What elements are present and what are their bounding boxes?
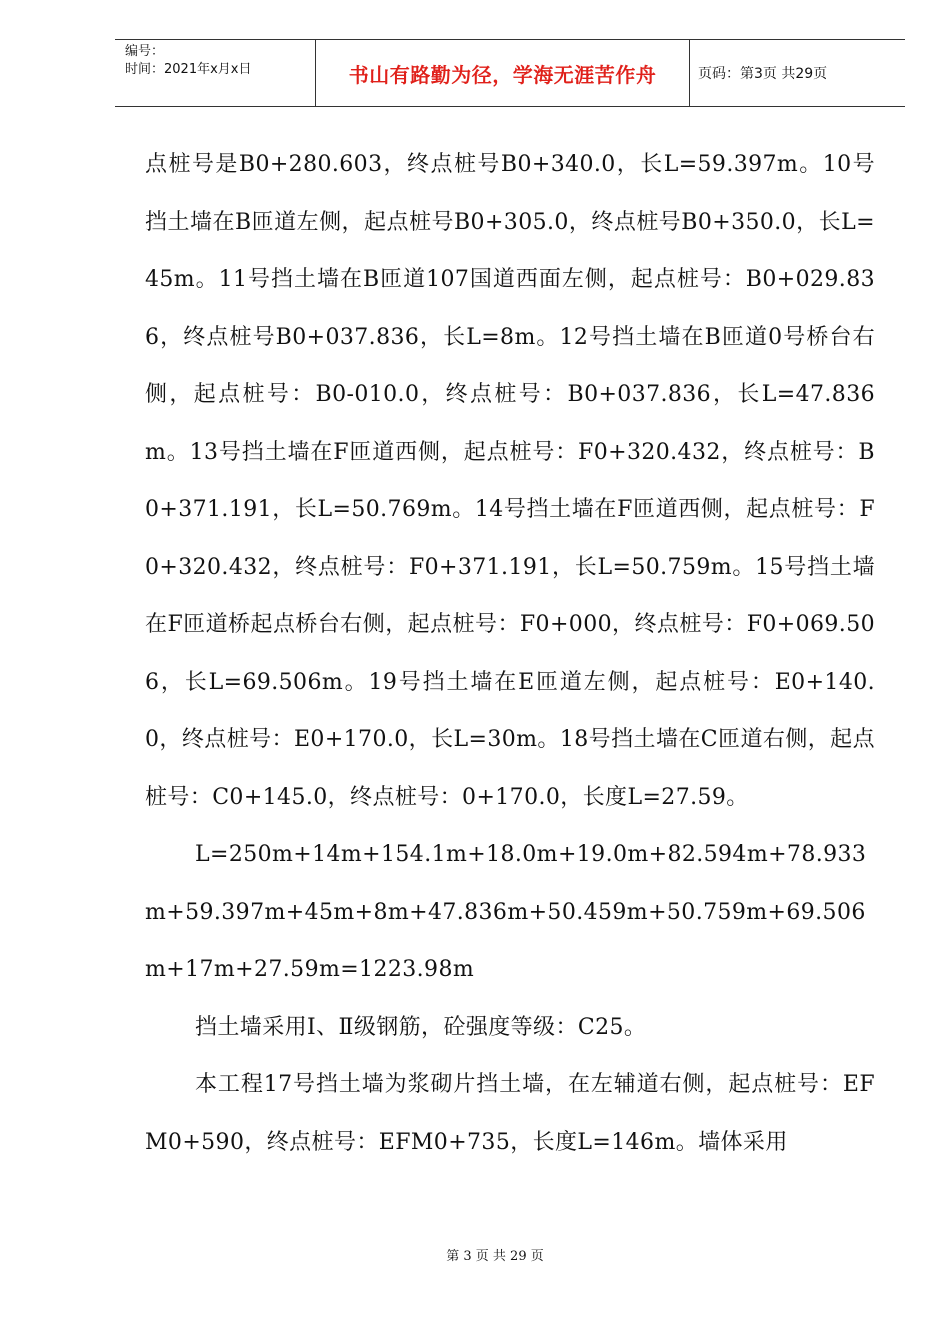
document-body <box>145 136 875 1171</box>
body-paragraph: 挡土墙采用Ⅰ、Ⅱ级钢筋，砼强度等级：C25。 <box>195 1014 647 1040</box>
time-label: 时间：2021年x月x日 <box>125 62 252 77</box>
body-paragraph: 本工程17号挡土墙为浆砌片挡土墙，在左辅道右侧，起点桩号：EFM0+590，终点桩号：EFM0+735，长度L=146m。墙体采用 <box>145 1072 875 1155</box>
header-motto: 书山有路勤为径，学海无涯苦作舟 <box>316 40 690 106</box>
length-formula-paragraph: L=250m+14m+154.1m+18.0m+19.0m+82.594m+78.933m+59.397m+45m+8m+47.836m+50.459m+50.759m+69.506m+17m+27.59m=1223.98m <box>145 842 867 982</box>
serial-label: 编号： <box>125 44 165 59</box>
page-footer: 第 3 页 共 29 页 <box>446 1249 544 1264</box>
header-page-info: 页码：第3页 共29页 <box>698 66 828 82</box>
header-meta <box>115 40 316 106</box>
page-header <box>115 39 905 107</box>
body-paragraph: 点桩号是B0+280.603，终点桩号B0+340.0，长L=59.397m。10号挡土墙在B匝道左侧，起点桩号B0+305.0，终点桩号B0+350.0，长L=45m。11号挡土墙在B匝道107国道西面左侧，起点桩号：B0+029.836，终点桩号B0+037.836，长L=8m。12号挡土墙在B匝道0号桥台右侧，起点桩号：B0-010.0，终点桩号：B0+037.836，长L=47.836m。13号挡土墙在F匝道西侧，起点桩号：F0+320.432，终点桩号：B0+371.191，长L=50.769m。14号挡土墙在F匝道西侧，起点桩号：F0+320.432，终点桩号：F0+371.191，长L=50.759m。15号挡土墙在F匝道桥起点桥台右侧，起点桩号：F0+000，终点桩号：F0+069.506，长L=69.506m。19号挡土墙在E匝道左侧，起点桩号：E0+140.0，终点桩号：E0+170.0，长L=30m。18号挡土墙在C匝道右侧，起点桩号：C0+145.0，终点桩号：0+170.0，长度L=27.59。 <box>145 152 875 810</box>
